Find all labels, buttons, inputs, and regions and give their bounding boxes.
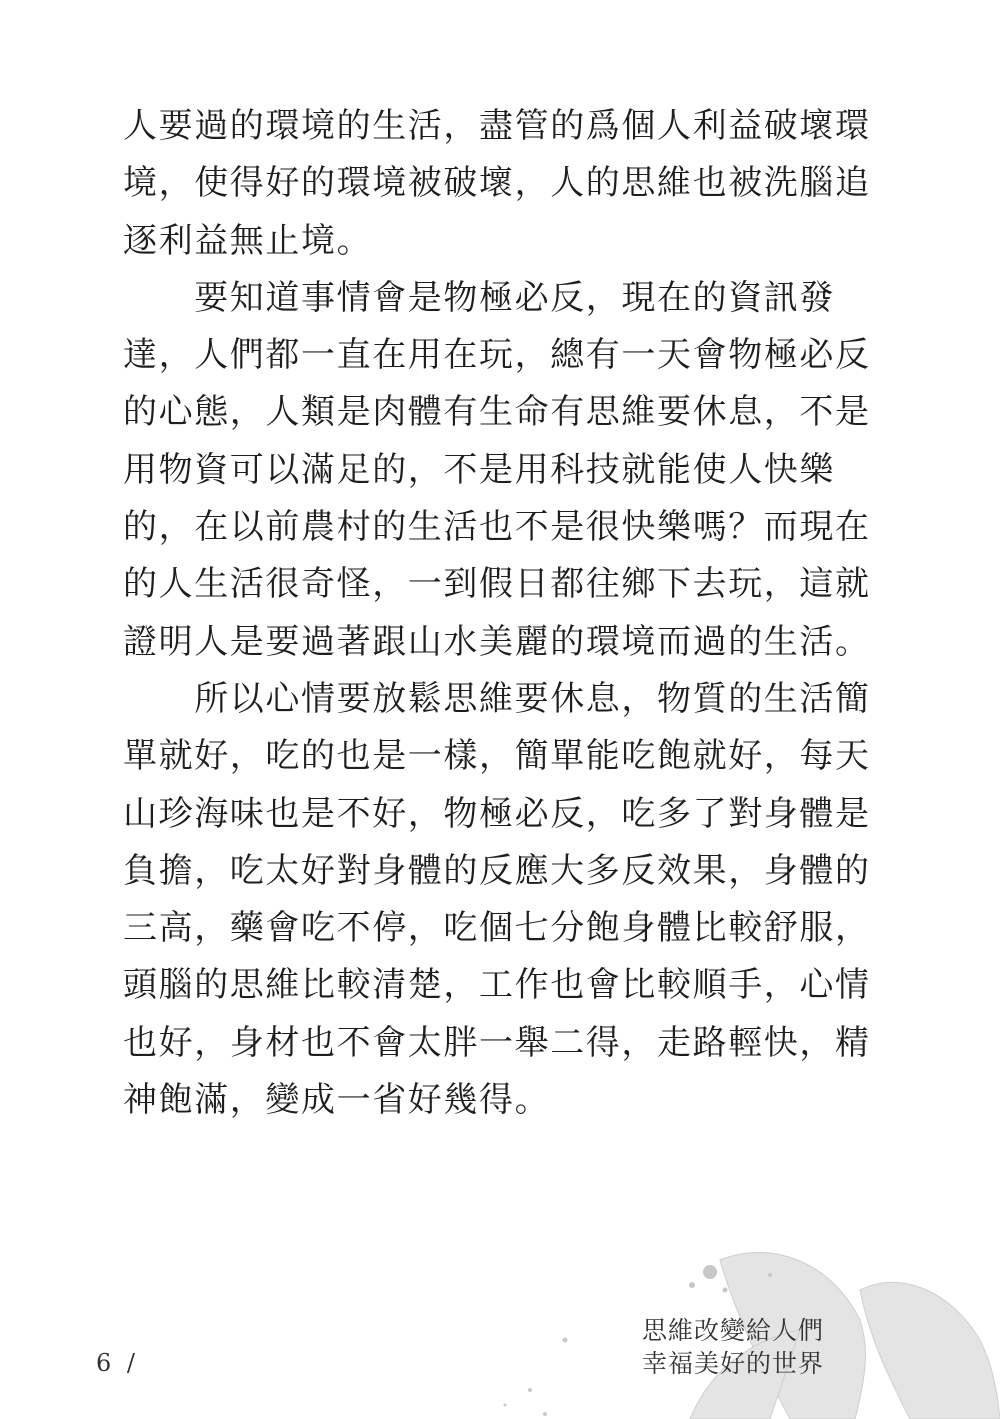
body-line: 的，在以前農村的生活也不是很快樂嗎？而現在 [123, 507, 871, 548]
body-line: 負擔，吃太好對身體的反應大多反效果，身體的 [123, 850, 871, 891]
book-title-line: 思維改變給人們 [641, 1316, 824, 1345]
body-line: 也好，身材也不會太胖一舉二得，走路輕快，精 [123, 1022, 871, 1063]
body-line: 達，人們都一直在用在玩，總有一天會物極必反 [123, 335, 871, 376]
page-number: 6 / [96, 1349, 139, 1377]
body-text [123, 98, 871, 1129]
body-line: 要知道事情會是物極必反，現在的資訊發 [123, 277, 835, 318]
body-line: 單就好，吃的也是一樣，簡單能吃飽就好，每天 [123, 736, 871, 777]
body-line: 用物資可以滿足的，不是用科技就能使人快樂 [123, 449, 835, 490]
book-title [642, 1314, 824, 1380]
body-line: 人要過的環境的生活，盡管的爲個人利益破壞環 [123, 106, 871, 146]
body-line: 神飽滿，變成一省好幾得。 [123, 1080, 551, 1121]
book-title-line: 幸福美好的世界 [641, 1349, 824, 1378]
body-line: 山珍海味也是不好，物極必反，吃多了對身體是 [123, 793, 871, 834]
body-line: 所以心情要放鬆思維要休息，物質的生活簡 [123, 678, 871, 719]
body-line: 證明人是要過著跟山水美麗的環境而過的生活。 [123, 621, 871, 662]
body-line: 的心態，人類是肉體有生命有思維要休息，不是 [123, 392, 871, 433]
body-line: 頭腦的思維比較清楚，工作也會比較順手，心情 [123, 965, 871, 1006]
body-line: 的人生活很奇怪，一到假日都往鄉下去玩，這就 [123, 564, 871, 605]
body-line: 逐利益無止境。 [123, 220, 373, 261]
body-line: 三高，藥會吃不停，吃個七分飽身體比較舒服， [123, 908, 871, 949]
body-line: 境，使得好的環境被破壞，人的思維也被洗腦追 [123, 163, 871, 204]
